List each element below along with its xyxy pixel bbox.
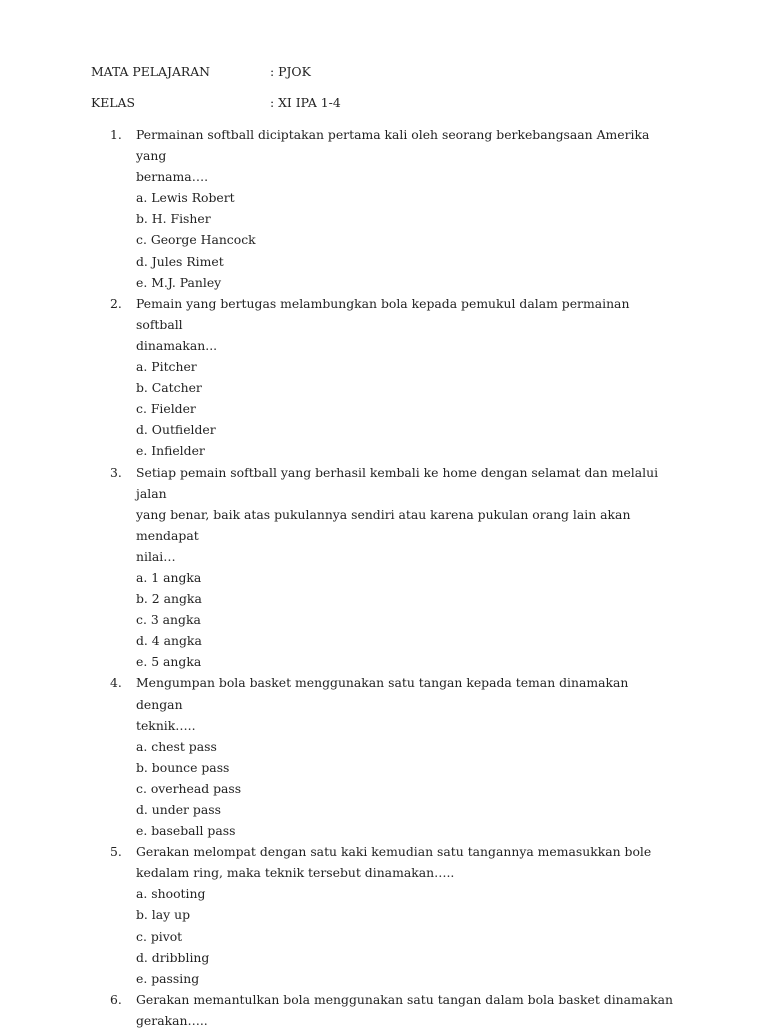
question-text-line: nilai… [136,548,176,564]
subject-value: : PJOK [270,64,311,79]
answer-option: d. dribbling [136,949,210,965]
question-item [0,293,768,462]
answer-option: b. Catcher [136,380,202,396]
answer-option: c. 3 angka [136,612,201,628]
answer-option: e. baseball pass [136,823,236,839]
answer-option: c. overhead pass [136,780,242,796]
question-text-line: gerakan….. [136,1012,208,1028]
class-value: : XI IPA 1-4 [270,95,341,110]
question-number: 4. [110,675,122,691]
answer-option: e. 5 angka [136,654,202,670]
question-number: 2. [110,295,122,311]
question-item [0,462,768,673]
question-text-line: Mengumpan bola basket menggunakan satu tangan kepada teman dinamakan dengan [136,675,629,712]
answer-option: e. passing [136,970,200,986]
question-text-line: kedalam ring, maka teknik tersebut dinamakan….. [136,865,455,881]
answer-option: a. 1 angka [136,569,202,585]
subject-label: MATA PELAJARAN [91,64,211,79]
question-text-line: yang benar, baik atas pukulannya sendiri atau karena pukulan orang lain akan mendapat [136,506,631,543]
answer-option: c. pivot [136,928,183,944]
answer-option: d. under pass [136,802,221,817]
answer-option: a. Lewis Robert [136,190,235,206]
question-text-line: Permainan softball diciptakan pertama kali oleh seorang berkebangsaan Amerika yang [136,127,650,164]
question-item [0,124,768,293]
question-number: 6. [110,991,122,1007]
answer-option: b. H. Fisher [136,211,211,227]
class-label: KELAS [91,95,135,110]
question-text-line: bernama…. [136,169,209,185]
answer-option: b. 2 angka [136,591,202,607]
answer-option: d. Jules Rimet [136,253,224,269]
question-number: 5. [110,844,122,860]
answer-option: e. Infielder [136,443,205,459]
answer-option: c. Fielder [136,401,196,417]
question-number: 3. [110,464,122,480]
question-text-line: Pemain yang bertugas melambungkan bola kepada pemukul dalam permainan softball [136,295,630,332]
question-text-line: Gerakan memantulkan bola menggunakan satu tangan dalam bola basket dinamakan [136,991,674,1007]
answer-option: d. 4 angka [136,633,202,649]
answer-option: b. lay up [136,907,191,923]
answer-option: a. chest pass [136,738,217,754]
answer-option: a. Pitcher [136,359,197,375]
answer-option: c. George Hancock [136,232,256,248]
question-item [0,672,768,841]
answer-option: e. M.J. Panley [136,274,222,290]
answer-option: d. Outfielder [136,422,216,438]
answer-option: b. bounce pass [136,759,230,775]
question-list [0,124,768,1031]
question-text-line: Setiap pemain softball yang berhasil kembali ke home dengan selamat dan melalui jalan [136,464,659,501]
answer-option: a. shooting [136,886,206,902]
question-item [0,841,768,989]
question-number: 1. [110,127,122,142]
question-text-line: Gerakan melompat dengan satu kaki kemudian satu tangannya memasukkan bole [136,844,652,860]
question-text-line: teknik….. [136,717,196,733]
question-text-line: dinamakan... [136,337,218,353]
question-item [0,989,768,1031]
